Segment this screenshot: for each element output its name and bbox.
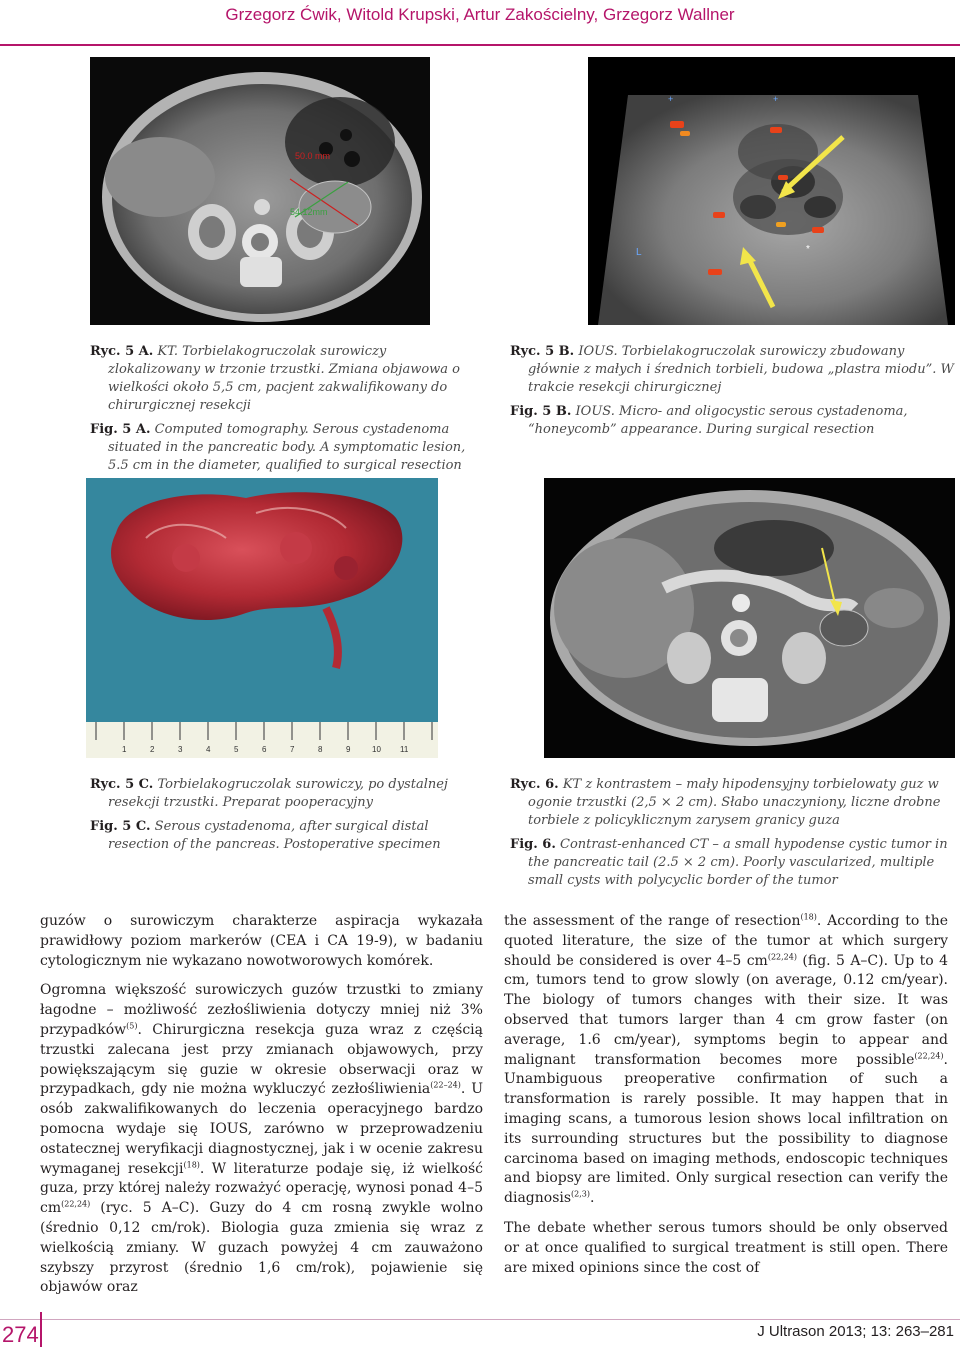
reference-marker: (2,3) — [571, 1189, 591, 1199]
figure-5a-ct-image — [90, 57, 430, 325]
caption-text: Contrast-enhanced CT – a small hypodense cystic tumor in the pancreatic tail (2.5 × 2 cm). Poorly vascularized, multiple small cysts with polycyclic border of the tumor — [528, 837, 948, 888]
body-column-left — [40, 912, 483, 1308]
caption-label: Ryc. 5 B. — [510, 344, 575, 359]
caption-figure-5a — [90, 343, 482, 481]
caption-label: Fig. 5 C. — [90, 819, 151, 834]
body-paragraph: the assessment of the range of resection$^{(18)}$. According to the quoted literature, the size of the tumor at which surgery should be considered is over 4–5 cm$^{(22,24)}$ (fig. 5 A–C). Up to 4 cm, tumors tend to grow slowly (on average, 0.12 cm/year). The biology of tumors changes with their size. It was observed that tumors larger than 4 cm grow faster (on average, 1.6 cm/year), symptoms begin to appear and malignant transformation becomes more possible$^{(22,24)}$. Unambiguous preoperative confirmation of such a transformation is rarely possible. It may happen that in imaging scans, a tumorous lesion shows local infiltration on its surrounding structures but the possibility to diagnose carcinoma based on imaging methods, endoscopic techniques and biopsy are limited. Only surgical resection can verify the diagnosis$^{(2,3)}$. — [504, 912, 949, 1207]
svg-text:4: 4 — [206, 745, 211, 754]
svg-text:*: * — [806, 244, 810, 255]
caption-text: IOUS. Micro- and oligocystic serous cystadenoma, “honeycomb” appearance. During surgical resection — [528, 404, 908, 437]
svg-text:1: 1 — [122, 745, 127, 754]
reference-marker: (22,24) — [767, 951, 797, 961]
caption-text: Serous cystadenoma, after surgical distal resection of the pancreas. Postoperative specimen — [108, 819, 441, 852]
reference-marker: (22,24) — [914, 1050, 944, 1060]
svg-text:10: 10 — [372, 745, 381, 754]
figure-5b-ious-image — [588, 57, 955, 325]
reference-marker: (18) — [800, 912, 817, 922]
reference-marker: (18) — [183, 1159, 200, 1169]
caption-text: KT z kontrastem – mały hipodensyjny torbielowaty guz w ogonie trzustki (2,5 × 2 cm). Słabo unaczyniony, liczne drobne torbiele z policyklicznym zarysem granicy guza — [528, 777, 941, 828]
body-paragraph: Ogromna większość surowiczych guzów trzustki to zmiany łagodne – możliwość zezłośliwienia dotyczy mniej niż 3% przypadków$^{(5)}$. Chirurgiczna resekcja guza wraz z częścią trzustki zalecana jest przy zmianach objawowych, przy powiększającym się guzie w okresie obserwacji oraz w przypadkach, gdy nie można wykluczyć zezłośliwienia$^{(22-24)}$. U osób zakwalifikowanych do leczenia operacyjnego bardzo pomocna wydaje się IOUS, zarówno w przeprowadzeniu ostatecznej weryfikacji diagnostycznej, jak i w ocenie zakresu wymaganej resekcji$^{(18)}$. W literaturze podaje się, iż wielkość guza, przy której należy rozważyć operację, wynosi ponad 4–5 cm$^{(22,24)}$ (ryc. 5 A–C). Guzy do 4 cm rosną zwykle wolno (średnio 0,12 cm/rok). Biologia guza zmienia się wraz z wielkością zmiany. W guzach powyżej 4 cm zauważono szybszy przyrost (średnio 1,6 cm/rok), pojawienie się objawów oraz — [40, 982, 483, 1296]
svg-text:9: 9 — [346, 745, 351, 754]
svg-text:3: 3 — [178, 745, 183, 754]
svg-text:2: 2 — [150, 745, 155, 754]
caption-figure-5c — [90, 776, 482, 860]
header-rule — [0, 44, 960, 46]
caption-label: Fig. 6. — [510, 837, 556, 852]
caption-text: Torbielakogruczolak surowiczy, po dystalnej resekcji trzustki. Preparat pooperacyjny — [108, 777, 448, 810]
page-number-divider — [40, 1312, 42, 1347]
svg-text:11: 11 — [400, 745, 409, 754]
caption-figure-6 — [510, 776, 955, 896]
caption-text: IOUS. Torbielakogruczolak surowiczy zbudowany głównie z małych i średnich torbieli, budowa „plastra miodu”. W trakcie resekcji chirurgicznej — [528, 344, 954, 395]
measurement-label-2: 54.12mm — [290, 207, 328, 217]
journal-citation: J Ultrason 2013; 13: 263–281 — [757, 1323, 954, 1340]
svg-text:6: 6 — [262, 745, 267, 754]
caption-label: Fig. 5 A. — [90, 422, 151, 437]
caption-label: Fig. 5 B. — [510, 404, 572, 419]
svg-text:7: 7 — [290, 745, 295, 754]
caption-label: Ryc. 6. — [510, 777, 559, 792]
page-number: 274 — [2, 1322, 39, 1347]
body-column-right — [504, 912, 948, 1288]
caption-label: Ryc. 5 A. — [90, 344, 154, 359]
reference-marker: (22,24) — [61, 1199, 91, 1209]
svg-text:+: + — [773, 94, 779, 104]
measurement-label-1: 50.0 mm — [295, 151, 331, 161]
body-paragraph: guzów o surowiczym charakterze aspiracja wykazała prawidłowy poziom markerów (CEA i CA 19-9), w badaniu cytologicznym nie wykazano nowotworowych komórek. — [40, 913, 483, 969]
svg-text:8: 8 — [318, 745, 323, 754]
running-header: Grzegorz Ćwik, Witold Krupski, Artur Zakościelny, Grzegorz Wallner — [225, 5, 735, 24]
caption-text: KT. Torbielakogruczolak surowiczy zlokalizowany w trzonie trzustki. Zmiana objawowa o wielkości około 5,5 cm, pacjent zakwalifikowany do chirurgicznej resekcji — [108, 344, 461, 413]
caption-label: Ryc. 5 C. — [90, 777, 154, 792]
figure-5c-specimen-photo — [86, 478, 438, 758]
figure-6-ct-image — [544, 478, 955, 758]
body-paragraph: The debate whether serous tumors should be only observed or at once qualified to surgical treatment is still open. There are mixed opinions since the cost of — [504, 1219, 948, 1276]
caption-text: Computed tomography. Serous cystadenoma situated in the pancreatic body. A symptomatic lesion, 5.5 cm in the diameter, qualified to surgical resection — [108, 422, 466, 473]
svg-text:5: 5 — [234, 745, 239, 754]
svg-text:+: + — [668, 94, 674, 104]
footer-rule — [0, 1319, 960, 1320]
reference-marker: (5) — [126, 1021, 138, 1031]
reference-marker: (22–24) — [430, 1080, 461, 1090]
svg-text:L: L — [636, 247, 642, 258]
caption-figure-5b — [510, 343, 955, 445]
